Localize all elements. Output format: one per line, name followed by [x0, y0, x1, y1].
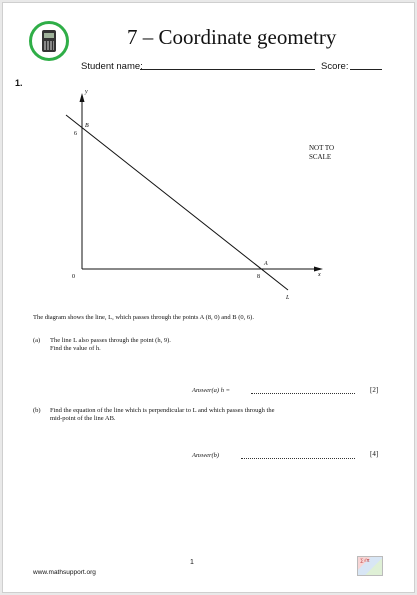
point-b-label: B	[85, 123, 89, 129]
part-b-marks: [4]	[370, 450, 379, 458]
student-name-label: Student name:	[81, 61, 143, 72]
point-a-label: A	[264, 261, 268, 267]
part-b-label: (b)	[33, 407, 41, 414]
question-intro: The diagram shows the line, L, which passes through the points A (8, 0) and B (0, 6).	[33, 314, 254, 321]
answer-a-field[interactable]	[251, 393, 355, 394]
maths-support-logo-icon: ∑√π	[357, 556, 383, 576]
y-axis-arrow	[80, 93, 85, 102]
page-number: 1	[190, 559, 194, 566]
part-a-label: (a)	[33, 337, 41, 344]
y-axis-label: y	[85, 89, 88, 95]
line-l	[66, 115, 288, 290]
not-to-scale-line-1: NOT TO	[309, 144, 335, 152]
x-axis-arrow	[314, 267, 323, 272]
not-to-scale-note	[309, 144, 334, 162]
coordinate-diagram	[3, 3, 416, 303]
question-number: 1.	[15, 78, 23, 88]
answer-b-label: Answer(b)	[192, 452, 220, 459]
answer-b-field[interactable]	[241, 458, 355, 459]
page-title: 7 – Coordinate geometry	[127, 25, 337, 49]
part-a-line-1: The line L also passes through the point (h, 9).	[50, 337, 171, 344]
line-l-label: L	[286, 295, 290, 301]
website-link[interactable]: www.mathsupport.org	[33, 569, 96, 576]
part-a-marks: [2]	[370, 386, 379, 394]
y-tick-label: 6	[74, 131, 77, 137]
worksheet-page	[2, 2, 415, 593]
x-axis-label: x	[318, 272, 321, 278]
part-a-line-2: Find the value of h.	[50, 345, 101, 352]
not-to-scale-line-2: SCALE	[309, 153, 332, 161]
score-label: Score:	[321, 61, 349, 72]
part-b-line-2: mid-point of the line AB.	[50, 415, 116, 422]
part-b-line-1: Find the equation of the line which is perpendicular to L and which passes through the	[50, 407, 275, 414]
origin-label: 0	[72, 274, 75, 280]
answer-a-label: Answer(a) h =	[192, 387, 230, 394]
x-tick-label: 8	[257, 274, 260, 280]
